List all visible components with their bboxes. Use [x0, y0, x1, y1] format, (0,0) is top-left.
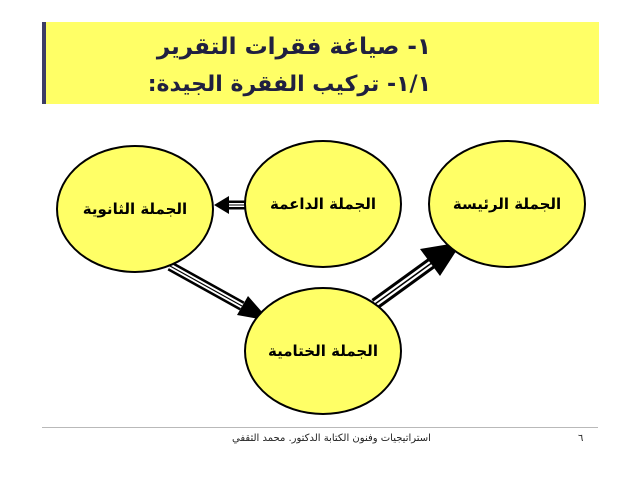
slide-title: ١- صياغة فقرات التقرير [156, 34, 431, 60]
arrow-concluding-to-main [375, 242, 462, 304]
node-main-sentence [428, 140, 586, 268]
node-supporting-sentence [244, 140, 402, 268]
node-secondary-sentence [56, 145, 214, 273]
node-secondary-sentence-label: الجملة الثانوية [82, 200, 188, 218]
node-supporting-sentence-label: الجملة الداعمة [269, 195, 377, 213]
slide-subtitle: ١/١- تركيب الفقرة الجيدة: [147, 72, 431, 97]
page-number: ٦ [578, 433, 584, 444]
node-concluding-sentence [244, 287, 402, 415]
arrow-secondary-to-concluding [170, 266, 270, 321]
footer-divider [42, 427, 598, 428]
node-concluding-sentence-label: الجملة الختامية [268, 342, 378, 360]
node-main-sentence-label: الجملة الرئيسة [452, 195, 562, 213]
footer-text: استراتيجيات وفنون الكتابة الدكتور. محمد الثقفي [232, 433, 431, 444]
